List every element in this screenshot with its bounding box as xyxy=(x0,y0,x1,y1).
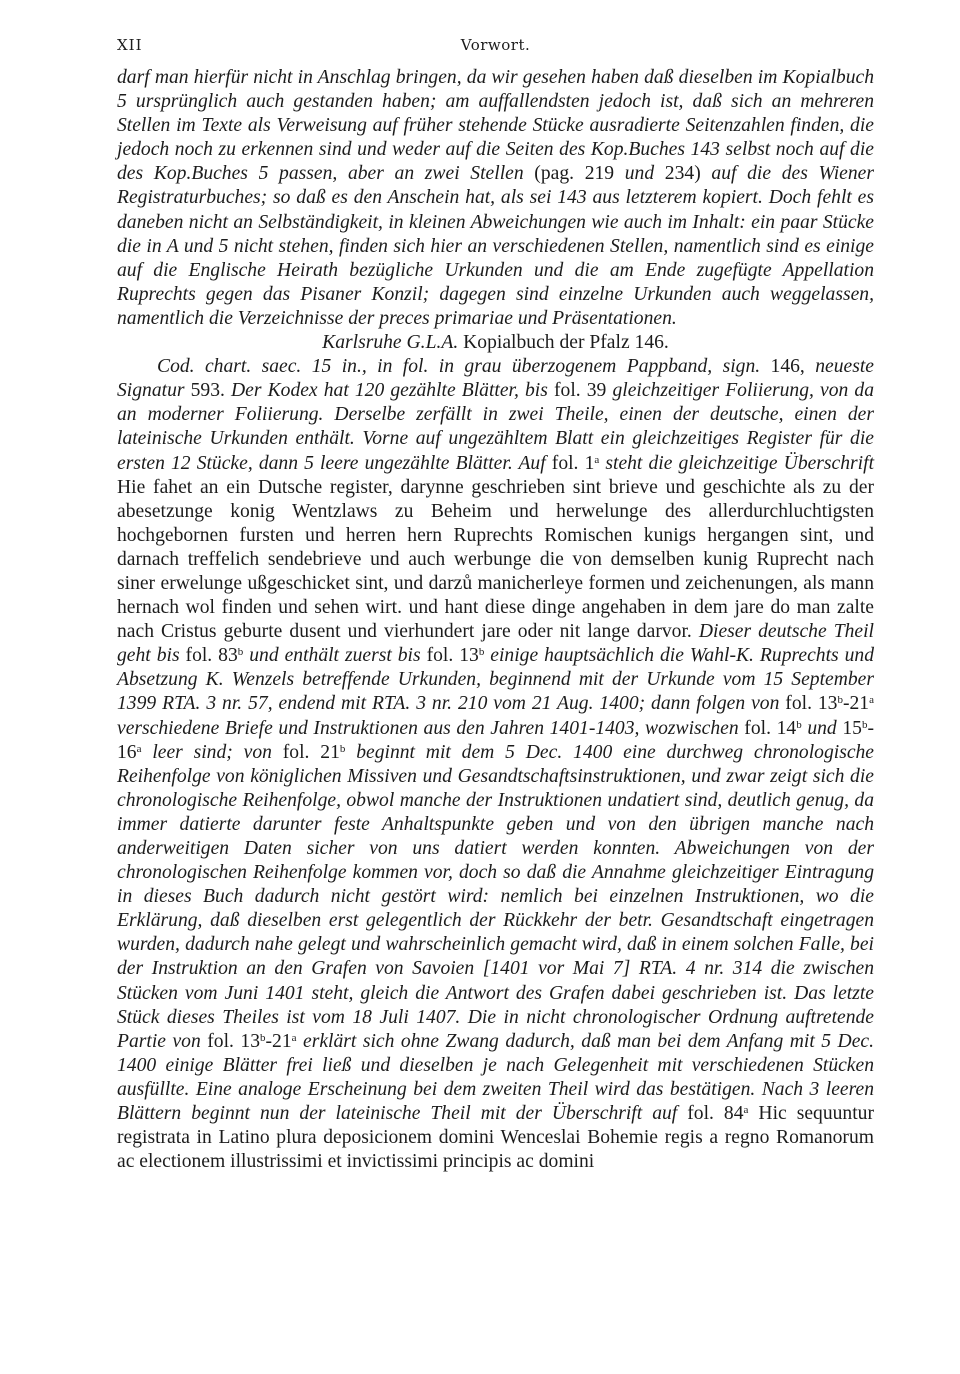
text-run: 234) xyxy=(654,163,712,185)
text-run: fol. 83 xyxy=(179,645,238,667)
text-run: fol. 13 xyxy=(420,645,479,667)
paragraph-kopialbuch-146 xyxy=(117,355,874,1174)
text-run: Karlsruhe G.L.A. xyxy=(322,332,459,354)
folio-superscript: b xyxy=(861,718,868,731)
text-run: steht die gleichzeitige Überschrift xyxy=(599,452,875,474)
text-run: Der Kodex hat 120 gezählte Blätter, bis xyxy=(231,380,548,402)
folio-superscript: a xyxy=(291,1031,297,1044)
folio-superscript: a xyxy=(743,1104,749,1117)
text-run: Cod. chart. saec. 15 in., in fol. in grau überzogenem Pappband, sign. xyxy=(157,356,761,378)
folio-superscript: a xyxy=(869,694,874,707)
text-run: 146, xyxy=(760,356,816,378)
text-run: fol. 14 xyxy=(738,717,797,739)
text-run: auf die des Wiener Registraturbuches; so daß es den Anschein hat, als sei 143 aus letzterem kopiert. Doch fehlt es daneben nicht an Selbständigkeit, in kleinen Abweichungen wie auch im Inhalt: ein paar Stücke die in A und 5 nicht stehen, finden sich hier an verschiedenen Stellen, namentlich sind es einige auf die Englische Heirath bezügliche Urkunden und die am Ende zugefügte Appellation Ruprechts gegen das Pisaner Konzil; dagegen sind einzelne Urkunden auch weggelassen, namentlich die Verzeichnisse der preces primariae und Präsentationen. xyxy=(117,163,874,329)
text-run: Hic sequuntur registrata in Latino plura deposicionem domini Wenceslai Bohemie regis a regno Romanorum ac electionem illustrissimi et invictissimi principis ac domini xyxy=(117,1103,874,1173)
text-run: fol. 1 xyxy=(545,452,595,474)
text-run: (pag. 219 xyxy=(523,163,625,185)
running-title: Vorwort. xyxy=(460,36,531,54)
section-heading xyxy=(117,331,874,355)
text-run: darf man hierfür nicht in Anschlag bringen, da wir gesehen haben daß dieselben im Kopialbuch 5 ursprünglich auch gestanden haben; am auffallendsten jedoch ist, daß sich an mehreren Stellen im Texte als Verweisung auf früher stehende Stücke ausradierte Seitenzahlen finden, die jedoch noch zu erkennen sind und weder auf die Seiten des Kop.Buches 143 selbst noch auf die des Kop.Buches 5 passen, aber an zwei Stellen xyxy=(117,67,874,185)
text-run: und xyxy=(624,163,655,185)
paragraph-kopialbuch-143 xyxy=(117,66,874,331)
folio-superscript: a xyxy=(594,453,600,466)
text-run: -16 xyxy=(117,717,874,763)
folio-superscript: b xyxy=(796,718,802,731)
folio-superscript: b xyxy=(260,1031,266,1044)
text-run: und xyxy=(801,717,837,739)
text-run: fol. 21 xyxy=(271,741,340,763)
text-run: beginnt mit dem 5 Dec. 1400 eine durchweg chronologische Reihenfolge von königlichen Missiven und Gesandtschaftsinstruktionen, und zwar zeigt sich die chronologische Reihenfolge, obwol manche der Instruktionen undatiert sind, deutlich genug, da immer datierte darunter feste Anhaltspunkte geben und von den übrigen manche nach anderweitigen Daten sicher von uns datiert werden konnten. Abweichungen von der chronologischen Reihenfolge kommen vor, doch so daß die Annahme gleichzeitiger Eintragung in dieses Buch dadurch nicht gestört wird: nemlich bei einzelnen Instruktionen, wo die Erklärung, daß dieselben erst gelegentlich der Rückkehr der betr. Gesandtschaft eingetragen wurden, dadurch nahe gelegt und wahrscheinlich gemacht wird, daß in einem solchen Falle, bei der Instruktion an den Grafen von Savoien [1401 vor Mai 7] RTA. 4 nr. 314 die zwischen Stücken vom Juni 1401 steht, gleich die Antwort des Grafen dabei geschrieben ist. Das letzte Stück dieses Theiles ist vom 18 Juli 1407. Die in nicht chronologischer Ordnung auftretende Partie von xyxy=(117,741,875,1052)
text-run: neueste Signatur xyxy=(117,356,874,402)
text-run: 593. xyxy=(184,380,231,402)
text-run: fol. 13 xyxy=(200,1030,261,1052)
folio-superscript: b xyxy=(339,742,346,755)
text-run: Hie fahet an ein Dutsche register, darynne geschrieben sint brieve und geschichte als zu der abesetzunge konig Wentzlaws zu Beheim und herwelunge des allerdurchluchtigsten hochgebornen fursten und herren hern Ruprechts Romischen kunigs hergangen sint, und darnach treffelich sendebrieve und auch werbunge die von demselben kunig Ruprecht nach siner erwelunge ußgeschicket sint, und darzů manicherleye formen und zeichenungen, als mann hernach wol finden und sehen wirt. und hant diese dinge angehaben in dem jare do man zalte nach Cristus geburte dusent und vierhundert jare oder nit lange darvor. xyxy=(117,476,874,643)
text-run: fol. 39 xyxy=(547,380,613,402)
text-run: -21 xyxy=(842,693,870,715)
text-run: fol. 13 xyxy=(779,693,838,715)
folio-superscript: a xyxy=(136,742,142,755)
page-number: XII xyxy=(117,36,143,54)
folio-superscript: b xyxy=(837,694,843,707)
text-run: leer sind; von xyxy=(141,741,272,763)
text-run: einige hauptsächlich die Wahl-K. Ruprechts und Absetzung K. Wenzels betreffende Urkunden, beginnend mit der Urkunde vom 15 September 1399 RTA. 3 nr. 57, endend mit RTA. 3 nr. 210 vom 21 Aug. 1400; dann folgen von xyxy=(117,645,874,715)
text-run: fol. 84 xyxy=(677,1103,744,1125)
text-run: verschiedene Briefe und Instruktionen aus den Jahren 1401-1403, wozwischen xyxy=(117,717,739,739)
text-run: -21 xyxy=(265,1030,292,1052)
text-run: gleichzeitiger Foliierung, von da an moderner Foliierung. Derselbe zerfällt in zwei Theile, einen der deutsche, einen der lateinische Urkunden enthält. Vorne auf ungezähltem Blatt ein gleichzeitiges Register für die ersten 12 Stücke, dann 5 leere ungezählte Blätter. Auf xyxy=(117,380,875,474)
folio-superscript: b xyxy=(478,646,485,659)
text-run: 15 xyxy=(836,717,862,739)
document-body xyxy=(117,66,874,1174)
page-header xyxy=(117,30,874,66)
text-run: Dieser deutsche Theil geht bis xyxy=(117,621,874,667)
text-run: erklärt sich ohne Zwang dadurch, daß man bei dem Anfang mit 5 Dec. 1400 einige Blätter frei ließ und dieselben je nach Gelegenheit mit verschiedenen Stücken ausfüllte. Eine analoge Erscheinung bei dem zweiten Theil wird das bestätigen. Nach 3 leeren Blättern beginnt nun der lateinische Theil mit der Überschrift auf xyxy=(117,1030,874,1125)
folio-superscript: b xyxy=(237,646,244,659)
text-run: Kopialbuch der Pfalz 146. xyxy=(458,332,669,354)
text-run: und enthält zuerst bis xyxy=(243,645,421,667)
